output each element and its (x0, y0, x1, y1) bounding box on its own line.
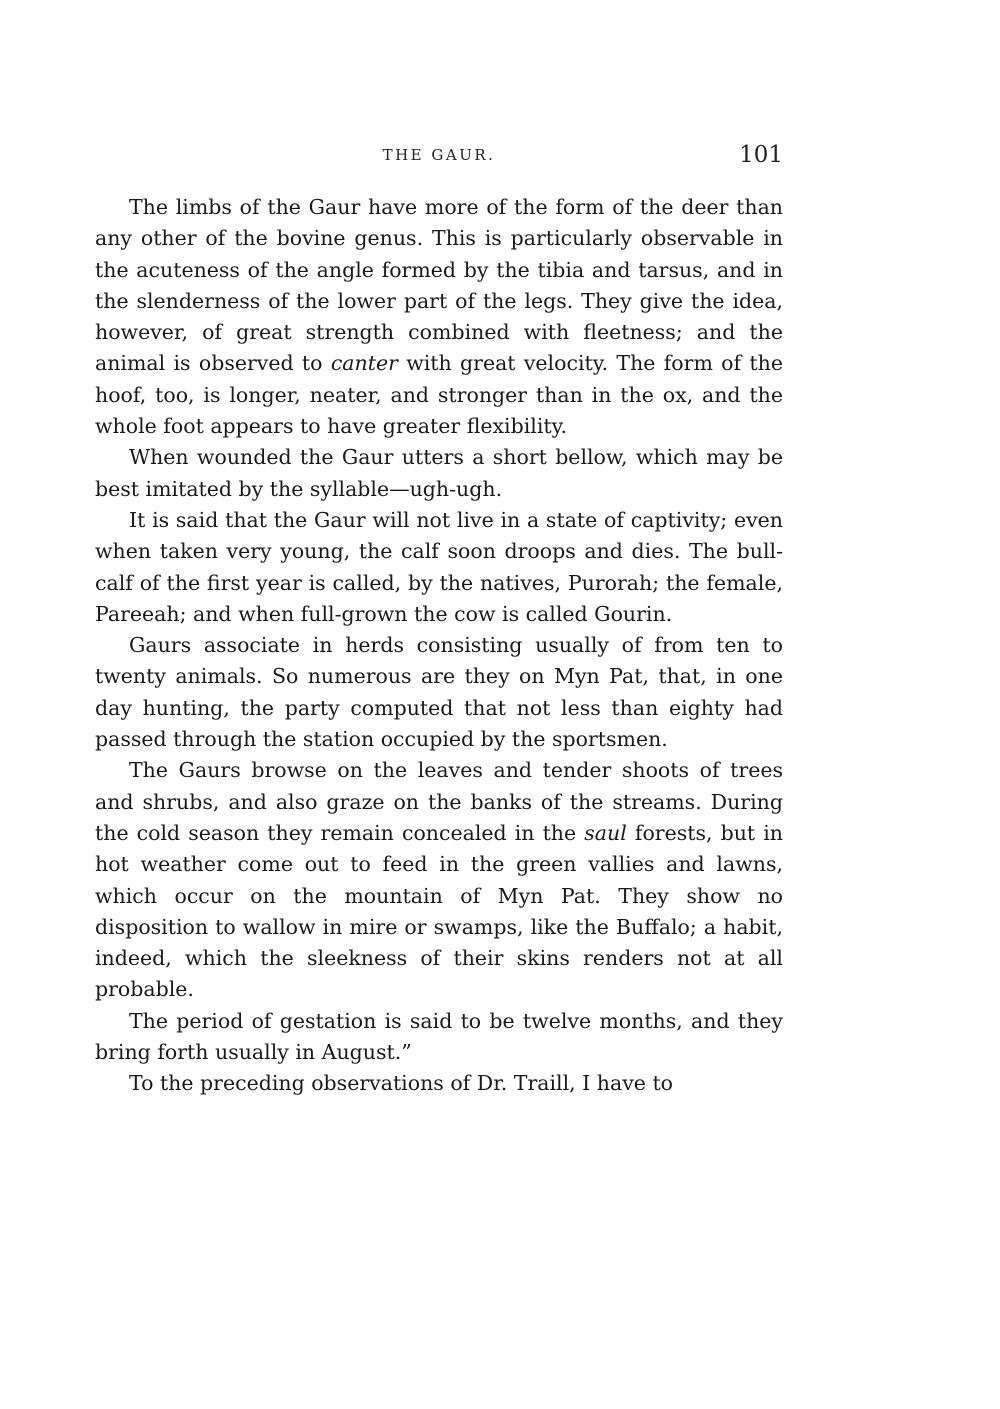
text-segment: It is said that the Gaur will not live in a state of captivity; even when taken very young, the calf soon droops and dies. The bull-calf of the first year is called, by the natives, Purorah; the female, Pareeah; and when full-grown the cow is called Gourin. (95, 507, 783, 626)
text-segment: forests, but in hot weather come out to feed in the green vallies and lawns, which occur on the mountain of Myn Pat. They show no disposition to wallow in mire or swamps, like the Buffalo; a habit, indeed, which the sleekness of their skins renders not at all probable. (95, 820, 784, 1002)
text-segment: The limbs of the Gaur have more of the form of the deer than any other of the bovine genus. This is particularly observable in the acuteness of the angle formed by the tibia and tarsus, and in the slenderness of the lower part of the legs. They give the idea, however, of great strength combined with fleetness; and the animal is observed to (95, 195, 783, 376)
text-segment: with great velocity. The form of the hoof, too, is longer, neater, and stronger than in the ox, and the whole foot appears to have greater flexibility. (95, 351, 783, 439)
text-segment: Gaurs associate in herds consisting usually of from ten to twenty animals. So numerous are they on Myn Pat, that, in one day hunting, the party computed that not less than eighty had passed through the station occupied by the sportsmen. (95, 633, 783, 752)
paragraph (95, 192, 783, 442)
text-segment: The Gaurs browse on the leaves and tender shoots of trees and shrubs, and also graze on the banks of the streams. During the cold season they remain concealed in the (95, 758, 783, 845)
body-text (95, 192, 783, 1100)
paragraph (95, 630, 783, 755)
running-head (95, 142, 783, 172)
paragraph (95, 505, 783, 630)
text-segment: When wounded the Gaur utters a short bellow, which may be best imitated by the syllable—ugh-ugh. (95, 445, 783, 501)
text-segment: The period of gestation is said to be twelve months, and they bring forth usually in August.” (95, 1008, 783, 1065)
paragraph (95, 1006, 783, 1069)
paragraph (95, 1068, 783, 1099)
text-segment: To the preceding observations of Dr. Traill, I have to (129, 1071, 674, 1096)
running-title: THE GAUR. (382, 146, 496, 164)
page-number: 101 (739, 142, 783, 168)
paragraph (95, 755, 783, 1005)
paragraph (95, 442, 783, 505)
italic-text: canter (330, 351, 398, 376)
italic-text: saul (584, 820, 627, 845)
